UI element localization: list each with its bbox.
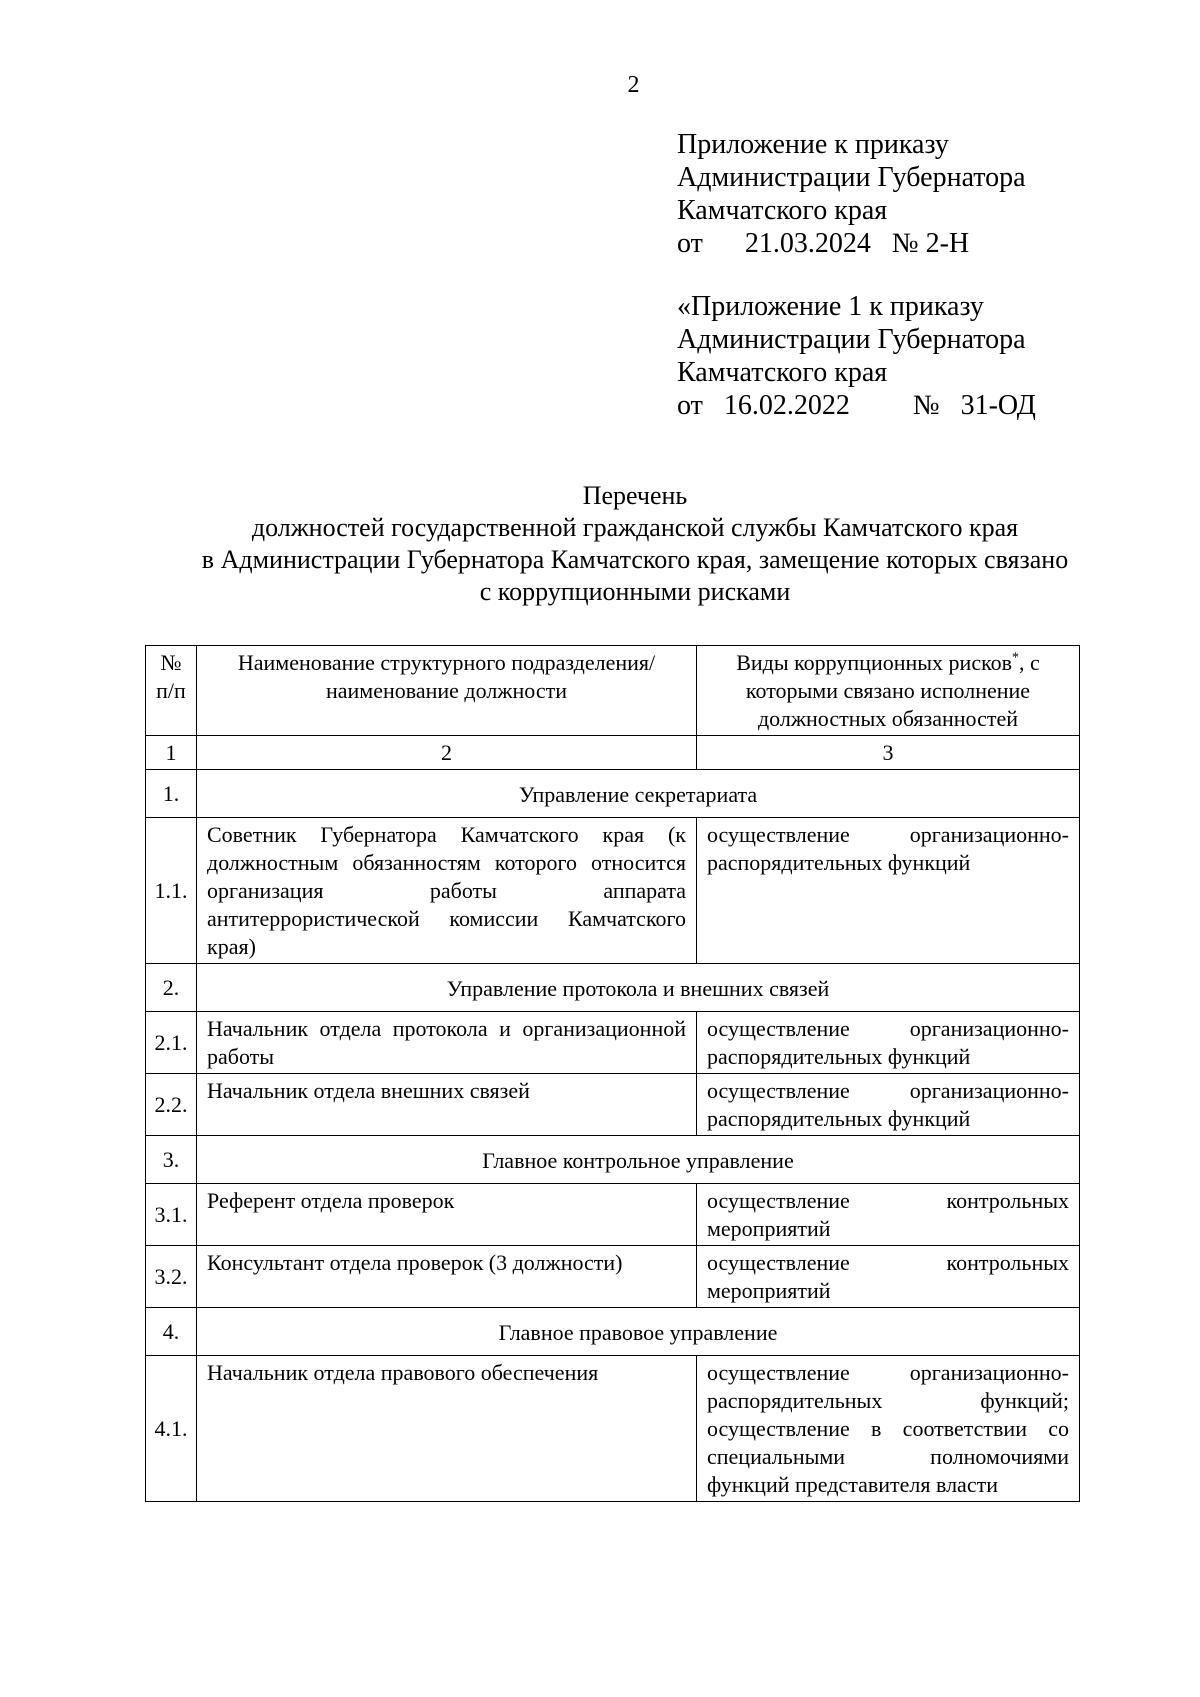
row-number: 3.1.	[146, 1184, 197, 1246]
appendix-line: «Приложение 1 к приказу	[677, 291, 984, 322]
position-name: Советник Губернатора Камчатского края (к должностным обязанностям которого относится организация работы аппарата антитеррористической комиссии Камчатского края)	[197, 818, 697, 964]
column-index-row	[146, 736, 1080, 770]
title-line: с коррупционными рисками	[479, 577, 791, 606]
appendix-line: Камчатского края	[677, 195, 888, 226]
risk-type: осуществление организационно-распорядительных функций	[697, 1012, 1080, 1074]
section-title: Управление протокола и внешних связей	[197, 964, 1080, 1012]
section-row	[146, 1136, 1080, 1184]
position-name: Начальник отдела внешних связей	[197, 1074, 697, 1136]
title-line: Перечень	[582, 481, 688, 510]
table-row	[146, 818, 1080, 964]
position-name: Референт отдела проверок	[197, 1184, 697, 1246]
section-title: Главное контрольное управление	[197, 1136, 1080, 1184]
row-number: 4.1.	[146, 1356, 197, 1502]
header-name: Наименование структурного подразделения/ наименование должности	[197, 646, 697, 736]
row-number: 2.	[146, 964, 197, 1012]
row-number: 2.1.	[146, 1012, 197, 1074]
row-number: 3.2.	[146, 1246, 197, 1308]
appendix-line: Камчатского края	[677, 357, 888, 388]
header-risk-rest: , с которыми связано исполнение должностных обязанностей	[745, 650, 1040, 731]
page-number: 2	[627, 72, 640, 98]
table-row	[146, 1246, 1080, 1308]
position-name: Консультант отдела проверок (3 должности)	[197, 1246, 697, 1308]
positions-table	[145, 645, 1080, 1502]
appendix-line: Приложение к приказу	[677, 129, 949, 160]
risk-type: осуществление контрольных мероприятий	[697, 1246, 1080, 1308]
section-row	[146, 964, 1080, 1012]
table-row	[146, 1184, 1080, 1246]
title-line: должностей государственной гражданской службы Камчатского края	[251, 513, 1019, 542]
appendix-line: Администрации Губернатора	[677, 324, 1026, 355]
header-risk-text: Виды коррупционных рисков	[736, 650, 1013, 675]
row-number: 2.2.	[146, 1074, 197, 1136]
column-index: 1	[146, 736, 197, 770]
previous-appendix-block	[677, 290, 1036, 422]
row-number: 3.	[146, 1136, 197, 1184]
section-title: Главное правовое управление	[197, 1308, 1080, 1356]
risk-type: осуществление контрольных мероприятий	[697, 1184, 1080, 1246]
table-header-row	[146, 646, 1080, 736]
footnote-mark: *	[1012, 650, 1020, 666]
title-line: в Администрации Губернатора Камчатского края, замещение которых связано	[201, 545, 1069, 574]
section-row	[146, 770, 1080, 818]
column-index: 2	[197, 736, 697, 770]
appendix-date-line: от 16.02.2022 № 31-ОД	[677, 390, 1036, 421]
appendix-line: Администрации Губернатора	[677, 162, 1026, 193]
risk-type: осуществление организационно-распорядительных функций; осуществление в соответствии со специальными полномочиями функций представителя власти	[697, 1356, 1080, 1502]
header-risk	[697, 646, 1080, 736]
position-name: Начальник отдела протокола и организационной работы	[197, 1012, 697, 1074]
risk-type: осуществление организационно-распорядительных функций	[697, 1074, 1080, 1136]
position-name: Начальник отдела правового обеспечения	[197, 1356, 697, 1502]
row-number: 1.	[146, 770, 197, 818]
header-num: № п/п	[146, 646, 197, 736]
column-index: 3	[697, 736, 1080, 770]
row-number: 1.1.	[146, 818, 197, 964]
table-row	[146, 1356, 1080, 1502]
row-number: 4.	[146, 1308, 197, 1356]
risk-type: осуществление организационно-распорядительных функций	[697, 818, 1080, 964]
document-title	[140, 480, 1130, 608]
appendix-date-line: от 21.03.2024 № 2-Н	[677, 228, 970, 259]
table-row	[146, 1074, 1080, 1136]
appendix-block	[677, 128, 1026, 260]
table-row	[146, 1012, 1080, 1074]
section-row	[146, 1308, 1080, 1356]
section-title: Управление секретариата	[197, 770, 1080, 818]
